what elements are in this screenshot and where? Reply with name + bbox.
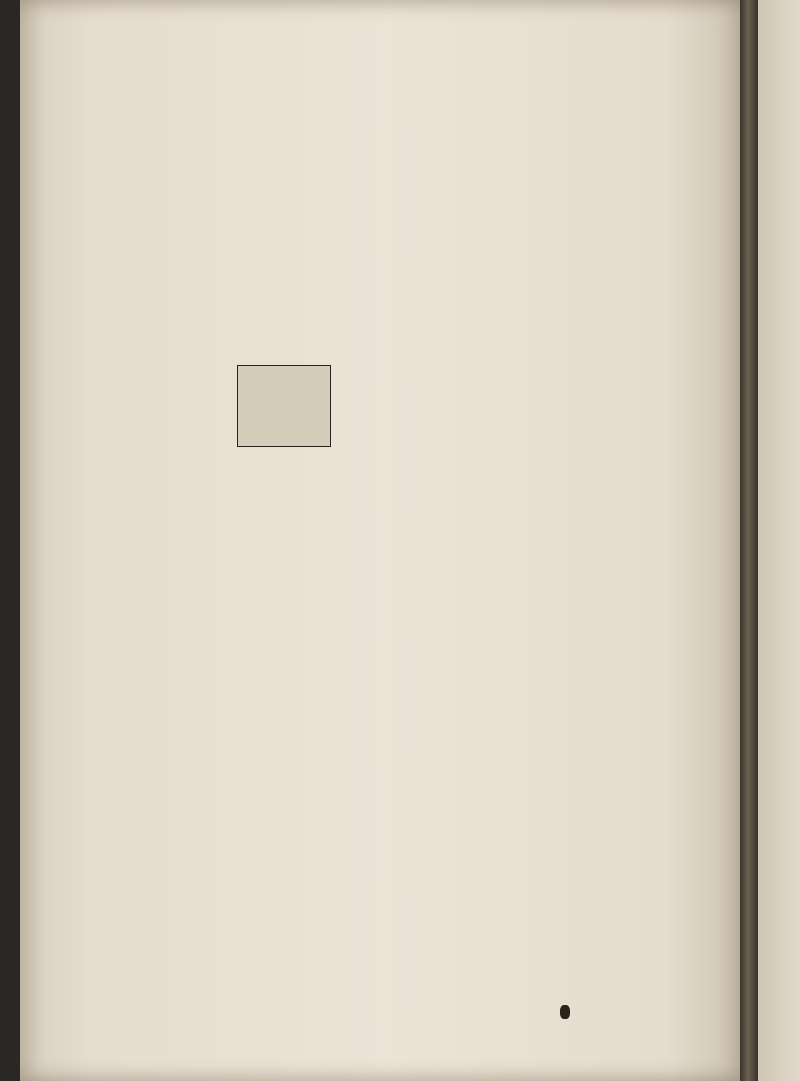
book-gutter — [740, 0, 760, 1081]
book-page — [20, 0, 755, 1081]
ink-stain — [560, 1005, 570, 1019]
adjacent-page-edge — [758, 0, 800, 1081]
decorated-initial — [237, 365, 331, 447]
